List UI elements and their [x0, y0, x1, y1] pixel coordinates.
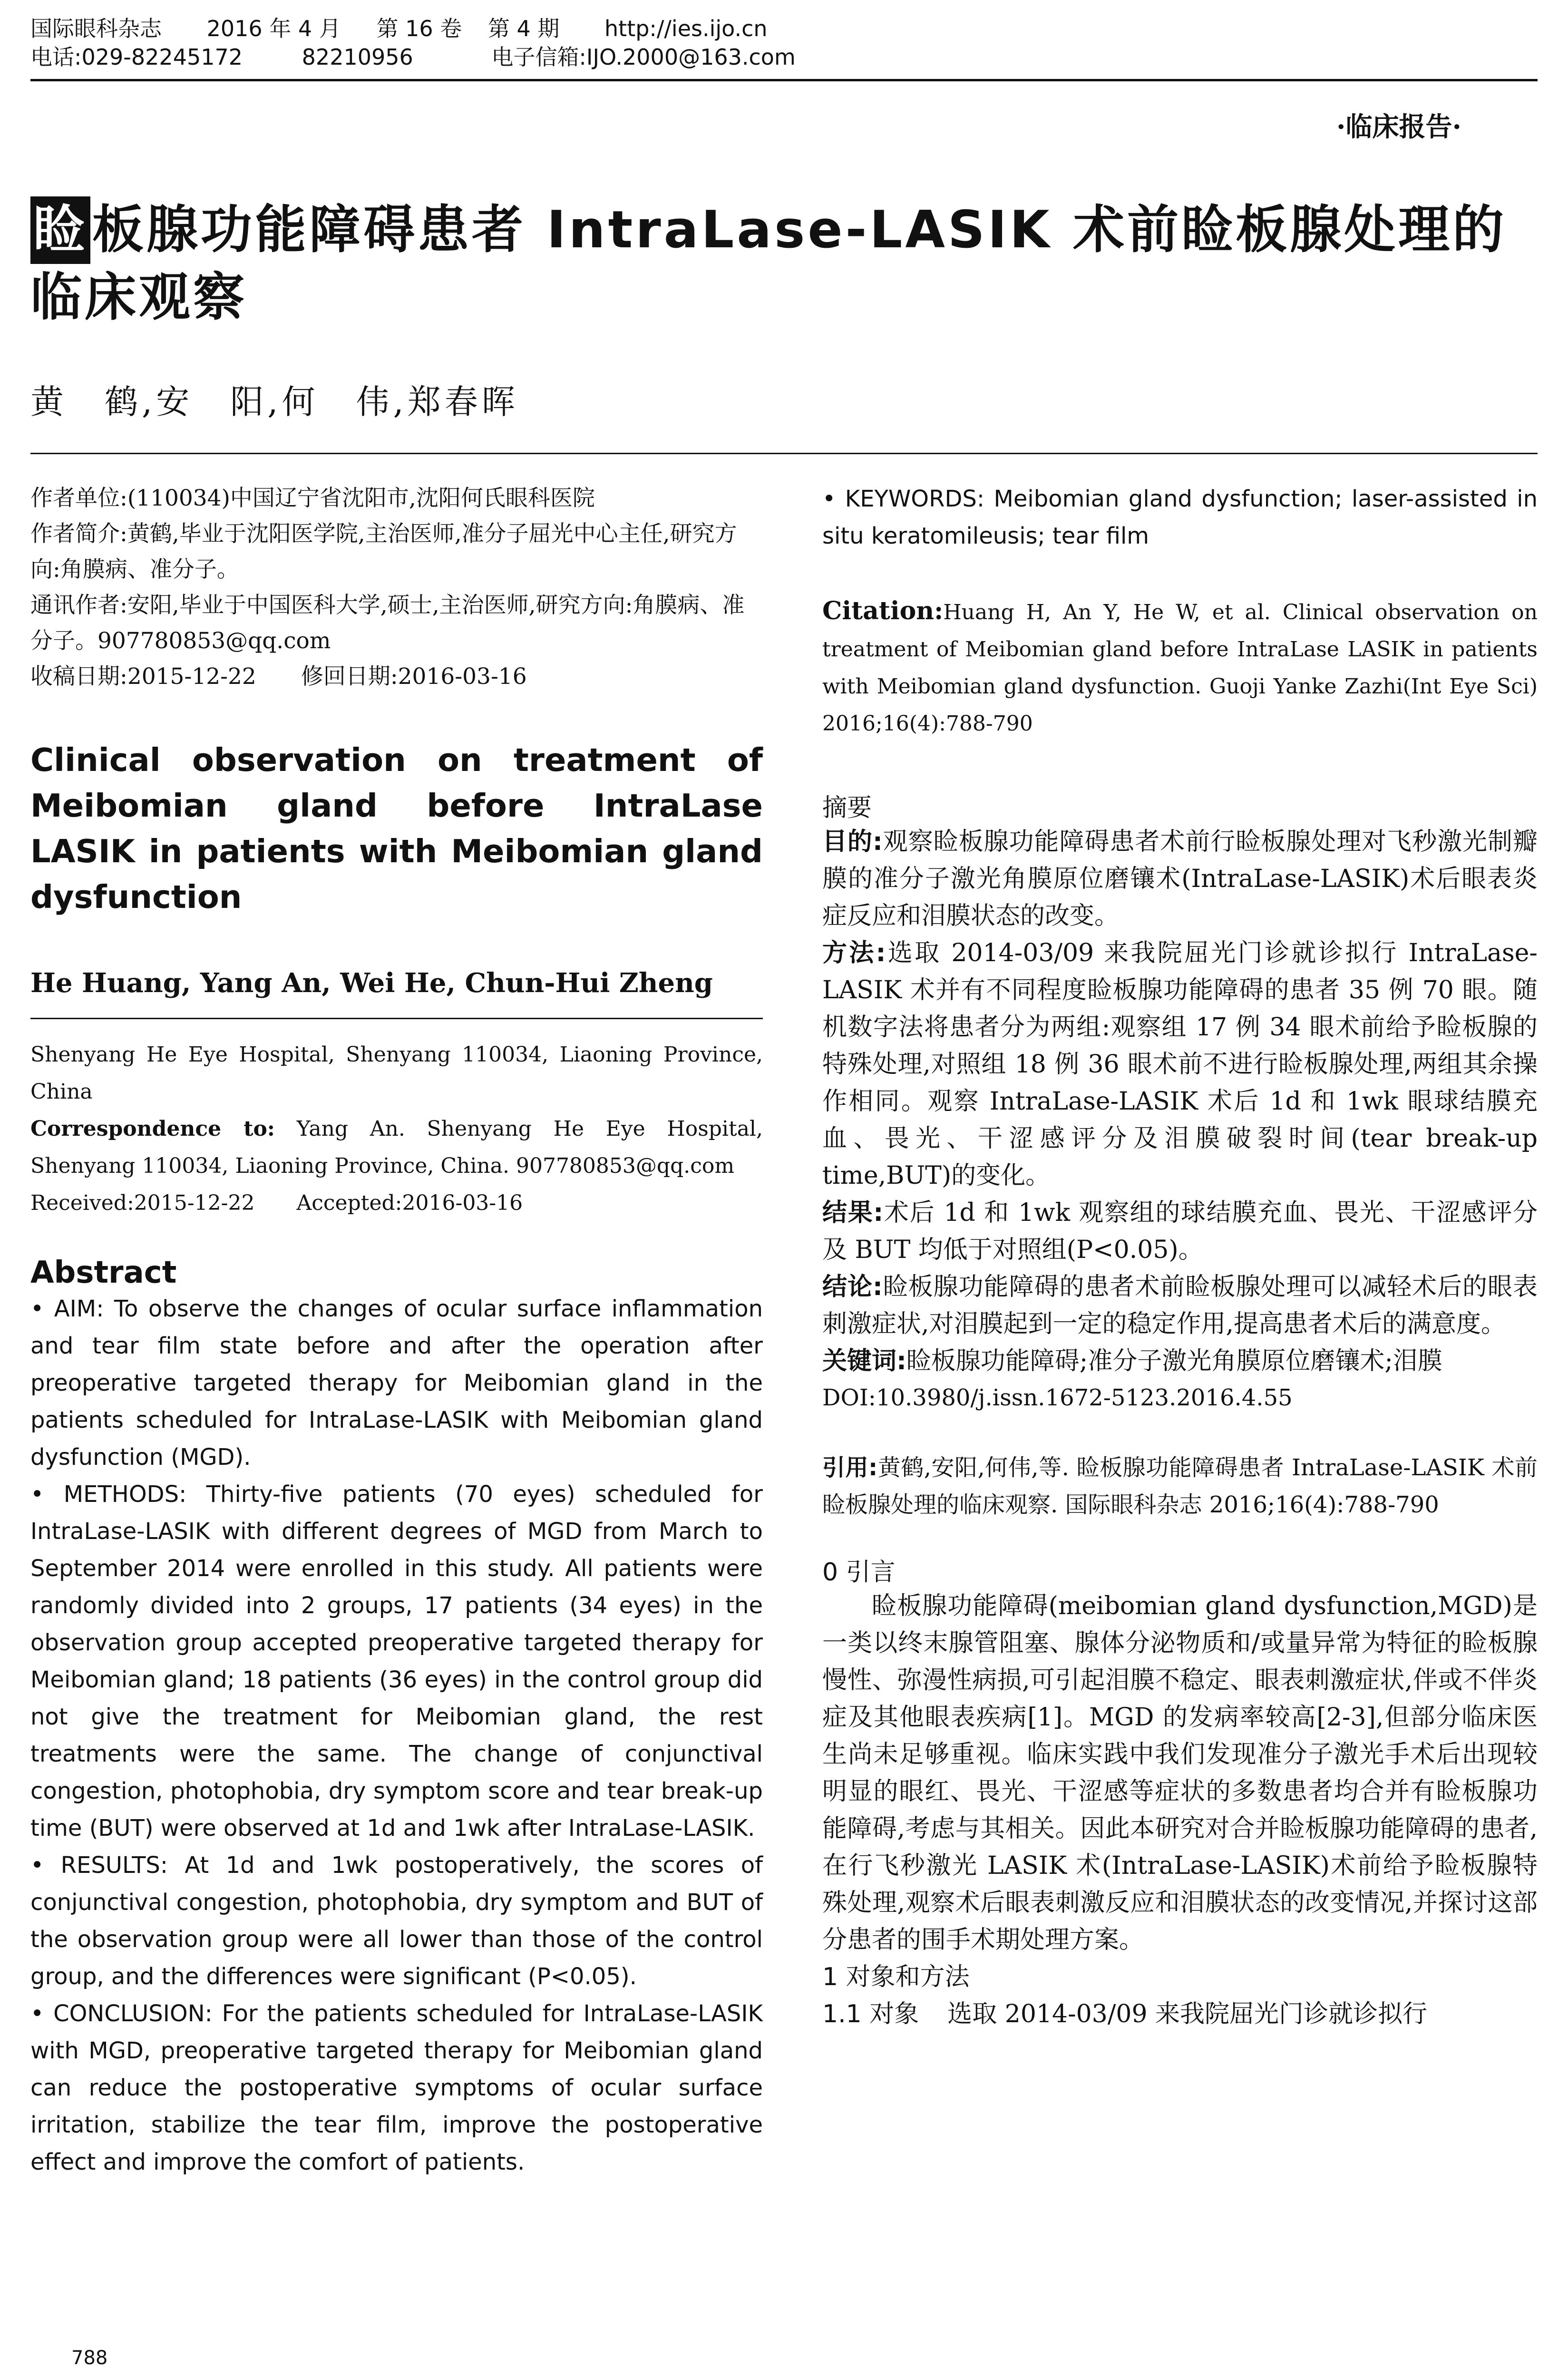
citation-text: Huang H, An Y, He W, et al. Clinical observation on treatment of Meibomian gland before IntraLase LASIK in patients with Meibomian gland dysfunction. Guoji Yanke Zazhi(Int Eye Sci) 2016;16(4):788-790 — [822, 600, 1538, 736]
title-cn — [30, 196, 1538, 331]
abstract-methods: • METHODS: Thirty-five patients (70 eyes) scheduled for IntraLase-LASIK with different degrees of MGD from March to September 2014 were enrolled in this study. All patients were randomly divided into 2 groups, 17 patients (34 eyes) in the observation group accepted preoperative targeted therapy for Meibomian gland; 18 patients (36 eyes) in the control group did not give the treatment for Meibomian gland, the rest treatments were the same. The change of conjunctival congestion, photophobia, dry symptom score and tear break-up time (BUT) were observed at 1d and 1wk after IntraLase-LASIK. — [30, 1481, 763, 1841]
header-rule — [30, 79, 1538, 81]
affiliation-block — [30, 1036, 763, 1222]
subjects-line — [822, 1996, 1538, 2033]
subjects-heading: 1.1 对象 — [822, 2000, 919, 2028]
title-first-char: 睑 — [30, 196, 90, 264]
abstract-heading: Abstract — [30, 1255, 177, 1290]
zh-results-label: 结果: — [822, 1198, 884, 1227]
page-number: 788 — [71, 2347, 108, 2369]
authors-en: He Huang, Yang An, Wei He, Chun-Hui Zheng — [30, 967, 713, 999]
intro-heading: 0 引言 — [822, 1558, 896, 1587]
zh-conclusion-label: 结论: — [822, 1273, 883, 1301]
phone-2: 82210956 — [302, 44, 413, 70]
issue-date: 2016 年 4 月 — [206, 16, 341, 41]
journal-header — [30, 0, 1538, 43]
volume: 第 16 卷 — [376, 16, 462, 41]
zh-conclusion-text: 睑板腺功能障碍的患者术前睑板腺处理可以减轻术后的眼表刺激症状,对泪膜起到一定的稳定作用,提高患者术后的满意度。 — [822, 1273, 1538, 1338]
zh-conclusion — [822, 1268, 1538, 1343]
zh-aim-label: 目的: — [822, 828, 883, 856]
section-label: ·临床报告· — [1336, 111, 1461, 143]
methods-heading: 1 对象和方法 — [822, 1963, 970, 1991]
phone: 电话:029-82245172 — [30, 44, 243, 70]
citation-en — [822, 593, 1538, 742]
zh-methods-text: 选取 2014-03/09 来我院屈光门诊就诊拟行 IntraLase-LASIK 术并有不同程度睑板腺功能障碍的患者 35 例 70 眼。随机数字法将患者分为两组:观察组 17 例 34 眼术前给予睑板腺的特殊处理,对照组 18 例 36 眼术前不进行睑板腺处理,两组其余操作相同。观察 IntraLase-LASIK 术后 1d 和 1wk 眼球结膜充血、畏光、干涩感评分及泪膜破裂时间(tear break-up time,BUT)的变化。 — [822, 939, 1538, 1190]
doi[interactable]: DOI:10.3980/j.issn.1672-5123.2016.4.55 — [822, 1384, 1293, 1411]
email[interactable]: 电子信箱:IJO.2000@163.com — [491, 44, 796, 70]
zh-methods — [822, 935, 1538, 1194]
zh-aim-text: 观察睑板腺功能障碍患者术前行睑板腺处理对飞秒激光制瓣膜的准分子激光角膜原位磨镶术(IntraLase-LASIK)术后眼表炎症反应和泪膜状态的改变。 — [822, 828, 1538, 930]
zh-keywords — [822, 1343, 1538, 1380]
abstract-conclusion: • CONCLUSION: For the patients scheduled for IntraLase-LASIK with MGD, preoperative targeted therapy for Meibomian gland can reduce the postoperative symptoms of ocular surface irritation, stabilize the tear film, improve the postoperative effect and improve the comfort of patients. — [30, 2000, 763, 2175]
correspondence — [30, 1111, 763, 1185]
title-en: Clinical observation on treatment of Meibomian gland before IntraLase LASIK in patients with Meibomian gland dysfunction — [30, 741, 763, 916]
citation-zh-label: 引用: — [822, 1454, 878, 1481]
zh-results — [822, 1194, 1538, 1268]
journal-name: 国际眼科杂志 — [30, 16, 162, 41]
journal-url[interactable]: http://ies.ijo.cn — [604, 16, 768, 41]
citation-zh-text: 黄鹤,安阳,何伟,等. 睑板腺功能障碍患者 IntraLase-LASIK 术前睑板腺处理的临床观察. 国际眼科杂志 2016;16(4):788-790 — [822, 1454, 1538, 1518]
correspondence-text: Yang An. Shenyang He Eye Hospital, Shenyang 110034, Liaoning Province, China. 907780853@qq.com — [30, 1117, 763, 1178]
zh-keywords-label: 关键词: — [822, 1347, 906, 1375]
subjects-text: 选取 2014-03/09 来我院屈光门诊就诊拟行 — [947, 2000, 1428, 2028]
zh-keywords-text: 睑板腺功能障碍;准分子激光角膜原位磨镶术;泪膜 — [906, 1347, 1442, 1375]
author-bio: 作者简介:黄鹤,毕业于沈阳医学院,主治医师,准分子屈光中心主任,研究方向:角膜病、准分子。 — [30, 521, 737, 583]
right-column — [822, 480, 1538, 2033]
citation-zh — [822, 1449, 1538, 1523]
body-columns — [30, 480, 1538, 2326]
title-rule — [30, 453, 1538, 454]
zh-methods-label: 方法: — [822, 939, 886, 967]
dates-cn: 收稿日期:2015-12-22 修回日期:2016-03-16 — [30, 663, 527, 690]
journal-contact — [30, 43, 1538, 71]
zh-abstract-heading: 摘要 — [822, 794, 872, 822]
authors-rule — [30, 1018, 763, 1019]
zh-aim — [822, 823, 1538, 935]
issue-number: 第 4 期 — [487, 16, 560, 41]
authors-cn: 黄 鹤,安 阳,何 伟,郑春晖 — [30, 382, 519, 421]
abstract-results: • RESULTS: At 1d and 1wk postoperatively, the scores of conjunctival congestion, photophobia, dry symptom and BUT of the observation group were all lower than those of the control group, and the differences were significant (P<0.05). — [30, 1852, 763, 1990]
keywords-en: • KEYWORDS: Meibomian gland dysfunction; laser-assisted in situ keratomileusis; tear film — [822, 486, 1538, 549]
citation-label: Citation: — [822, 596, 944, 625]
abstract-aim: • AIM: To observe the changes of ocular surface inflammation and tear film state before and after the operation after preoperative targeted therapy for Meibomian gland in the patients scheduled for IntraLase-LASIK with Meibomian gland dysfunction (MGD). — [30, 1296, 763, 1471]
author-unit: 作者单位:(110034)中国辽宁省沈阳市,沈阳何氏眼科医院 — [30, 485, 595, 511]
corresponding-author: 通讯作者:安阳,毕业于中国医科大学,硕士,主治医师,研究方向:角膜病、准分子。907780853@qq.com — [30, 592, 745, 654]
correspondence-label: Correspondence to: — [30, 1117, 275, 1141]
affiliation: Shenyang He Eye Hospital, Shenyang 110034, Liaoning Province, China — [30, 1042, 763, 1104]
title-cn-rest: 板腺功能障碍患者 IntraLase-LASIK 术前睑板腺处理的临床观察 — [30, 200, 1507, 327]
left-column — [30, 480, 763, 2181]
received-accepted: Received:2015-12-22 Accepted:2016-03-16 — [30, 1191, 523, 1215]
author-info — [30, 480, 763, 694]
intro-paragraph: 睑板腺功能障碍(meibomian gland dysfunction,MGD)是一类以终末腺管阻塞、腺体分泌物质和/或量异常为特征的睑板腺慢性、弥漫性病损,可引起泪膜不稳定、眼表刺激症状,伴或不伴炎症及其他眼表疾病[1]。MGD 的发病率较高[2-3],但部分临床医生尚未足够重视。临床实践中我们发现准分子激光手术后出现较明显的眼红、畏光、干涩感等症状的多数患者均合并有睑板腺功能障碍,考虑与其相关。因此本研究对合并睑板腺功能障碍的患者,在行飞秒激光 LASIK 术(IntraLase-LASIK)术前给予睑板腺特殊处理,观察术后眼表刺激反应和泪膜状态的改变情况,并探讨这部分患者的围手术期处理方案。 — [822, 1592, 1538, 1954]
zh-results-text: 术后 1d 和 1wk 观察组的球结膜充血、畏光、干涩感评分及 BUT 均低于对照组(P<0.05)。 — [822, 1198, 1538, 1264]
